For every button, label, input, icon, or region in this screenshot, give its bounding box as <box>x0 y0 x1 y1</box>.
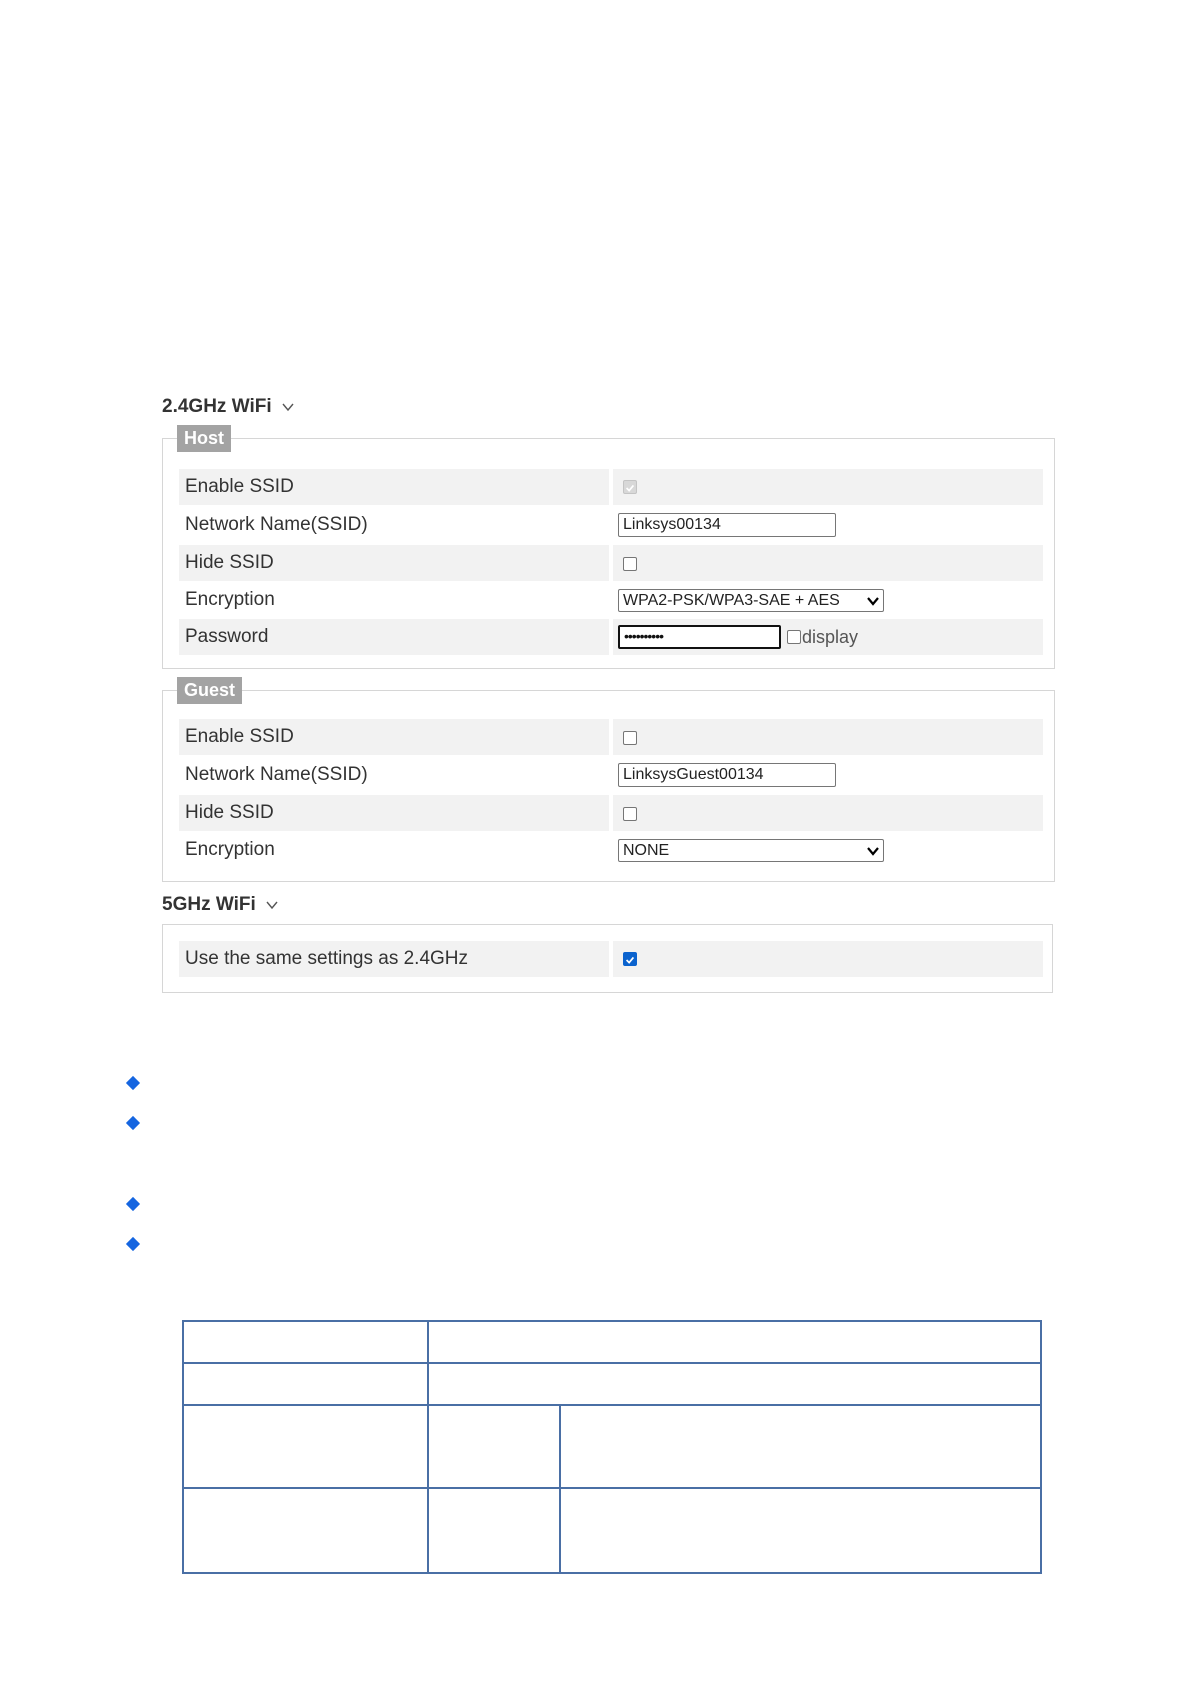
host-network-name-row <box>179 507 1043 543</box>
guest-encryption-row <box>179 832 1043 868</box>
host-enable-ssid-checkbox[interactable] <box>623 480 637 494</box>
host-hide-ssid-checkbox[interactable] <box>623 557 637 571</box>
table-row <box>183 1321 1041 1363</box>
bullet-diamond-icon <box>126 1076 140 1090</box>
chevron-down-icon <box>867 596 879 606</box>
wifi-5-title[interactable] <box>162 894 278 916</box>
guest-encryption-select[interactable] <box>618 839 884 862</box>
check-icon <box>624 954 636 966</box>
check-icon <box>624 482 636 494</box>
table-cell <box>428 1405 560 1488</box>
guest-ssid-input[interactable] <box>618 763 836 787</box>
guest-hide-ssid-checkbox[interactable] <box>623 807 637 821</box>
guest-fieldset <box>162 680 1055 882</box>
host-encryption-select[interactable] <box>618 589 884 612</box>
guest-network-name-label: Network Name(SSID) <box>185 764 368 785</box>
bullet-diamond-icon <box>126 1116 140 1130</box>
table-cell <box>183 1405 428 1488</box>
guest-legend: Guest <box>177 677 242 704</box>
guest-enable-ssid-row <box>179 719 1043 755</box>
wifi-5-title-text: 5GHz WiFi <box>162 894 256 915</box>
host-password-input[interactable]: •••••••••• <box>618 625 781 649</box>
table-cell <box>428 1363 1041 1405</box>
guest-encryption-label: Encryption <box>185 839 275 860</box>
guest-network-name-row <box>179 757 1043 793</box>
wifi-5-fieldset <box>162 924 1053 993</box>
host-fieldset <box>162 428 1055 669</box>
host-encryption-value: WPA2-PSK/WPA3-SAE + AES <box>623 592 840 609</box>
table-cell <box>560 1405 1041 1488</box>
host-hide-ssid-label: Hide SSID <box>179 545 609 581</box>
guest-hide-ssid-row <box>179 795 1043 831</box>
same-settings-checkbox[interactable] <box>623 952 637 966</box>
host-hide-ssid-row <box>179 545 1043 581</box>
host-password-label: Password <box>179 619 609 655</box>
table-row <box>183 1363 1041 1405</box>
table-cell <box>183 1321 428 1363</box>
table-cell <box>183 1488 428 1573</box>
bullet-diamond-icon <box>126 1237 140 1251</box>
table-cell <box>428 1321 1041 1363</box>
table-row <box>183 1488 1041 1573</box>
table-row <box>183 1405 1041 1488</box>
guest-enable-ssid-checkbox[interactable] <box>623 731 637 745</box>
chevron-down-icon[interactable] <box>282 401 294 413</box>
chevron-down-icon <box>867 846 879 856</box>
host-ssid-input[interactable] <box>618 513 836 537</box>
host-encryption-row <box>179 582 1043 618</box>
table-cell <box>560 1488 1041 1573</box>
guest-hide-ssid-label: Hide SSID <box>179 795 609 831</box>
display-password-label: display <box>802 627 859 647</box>
host-password-row <box>179 619 1043 655</box>
host-enable-ssid-row <box>179 469 1043 505</box>
chevron-down-icon[interactable] <box>266 899 278 911</box>
guest-enable-ssid-label: Enable SSID <box>179 719 609 755</box>
host-legend: Host <box>177 425 231 452</box>
same-settings-label: Use the same settings as 2.4GHz <box>179 941 609 977</box>
host-encryption-label: Encryption <box>185 589 275 610</box>
wifi-24-title-text: 2.4GHz WiFi <box>162 396 272 417</box>
table-cell <box>428 1488 560 1573</box>
host-enable-ssid-label: Enable SSID <box>179 469 609 505</box>
bullet-diamond-icon <box>126 1197 140 1211</box>
same-settings-row <box>179 941 1043 977</box>
guest-encryption-value: NONE <box>623 842 670 859</box>
wifi-24-title[interactable] <box>162 396 294 418</box>
display-password-checkbox[interactable] <box>787 630 801 644</box>
table-cell <box>183 1363 428 1405</box>
document-table <box>182 1320 1042 1574</box>
host-network-name-label: Network Name(SSID) <box>185 514 368 535</box>
